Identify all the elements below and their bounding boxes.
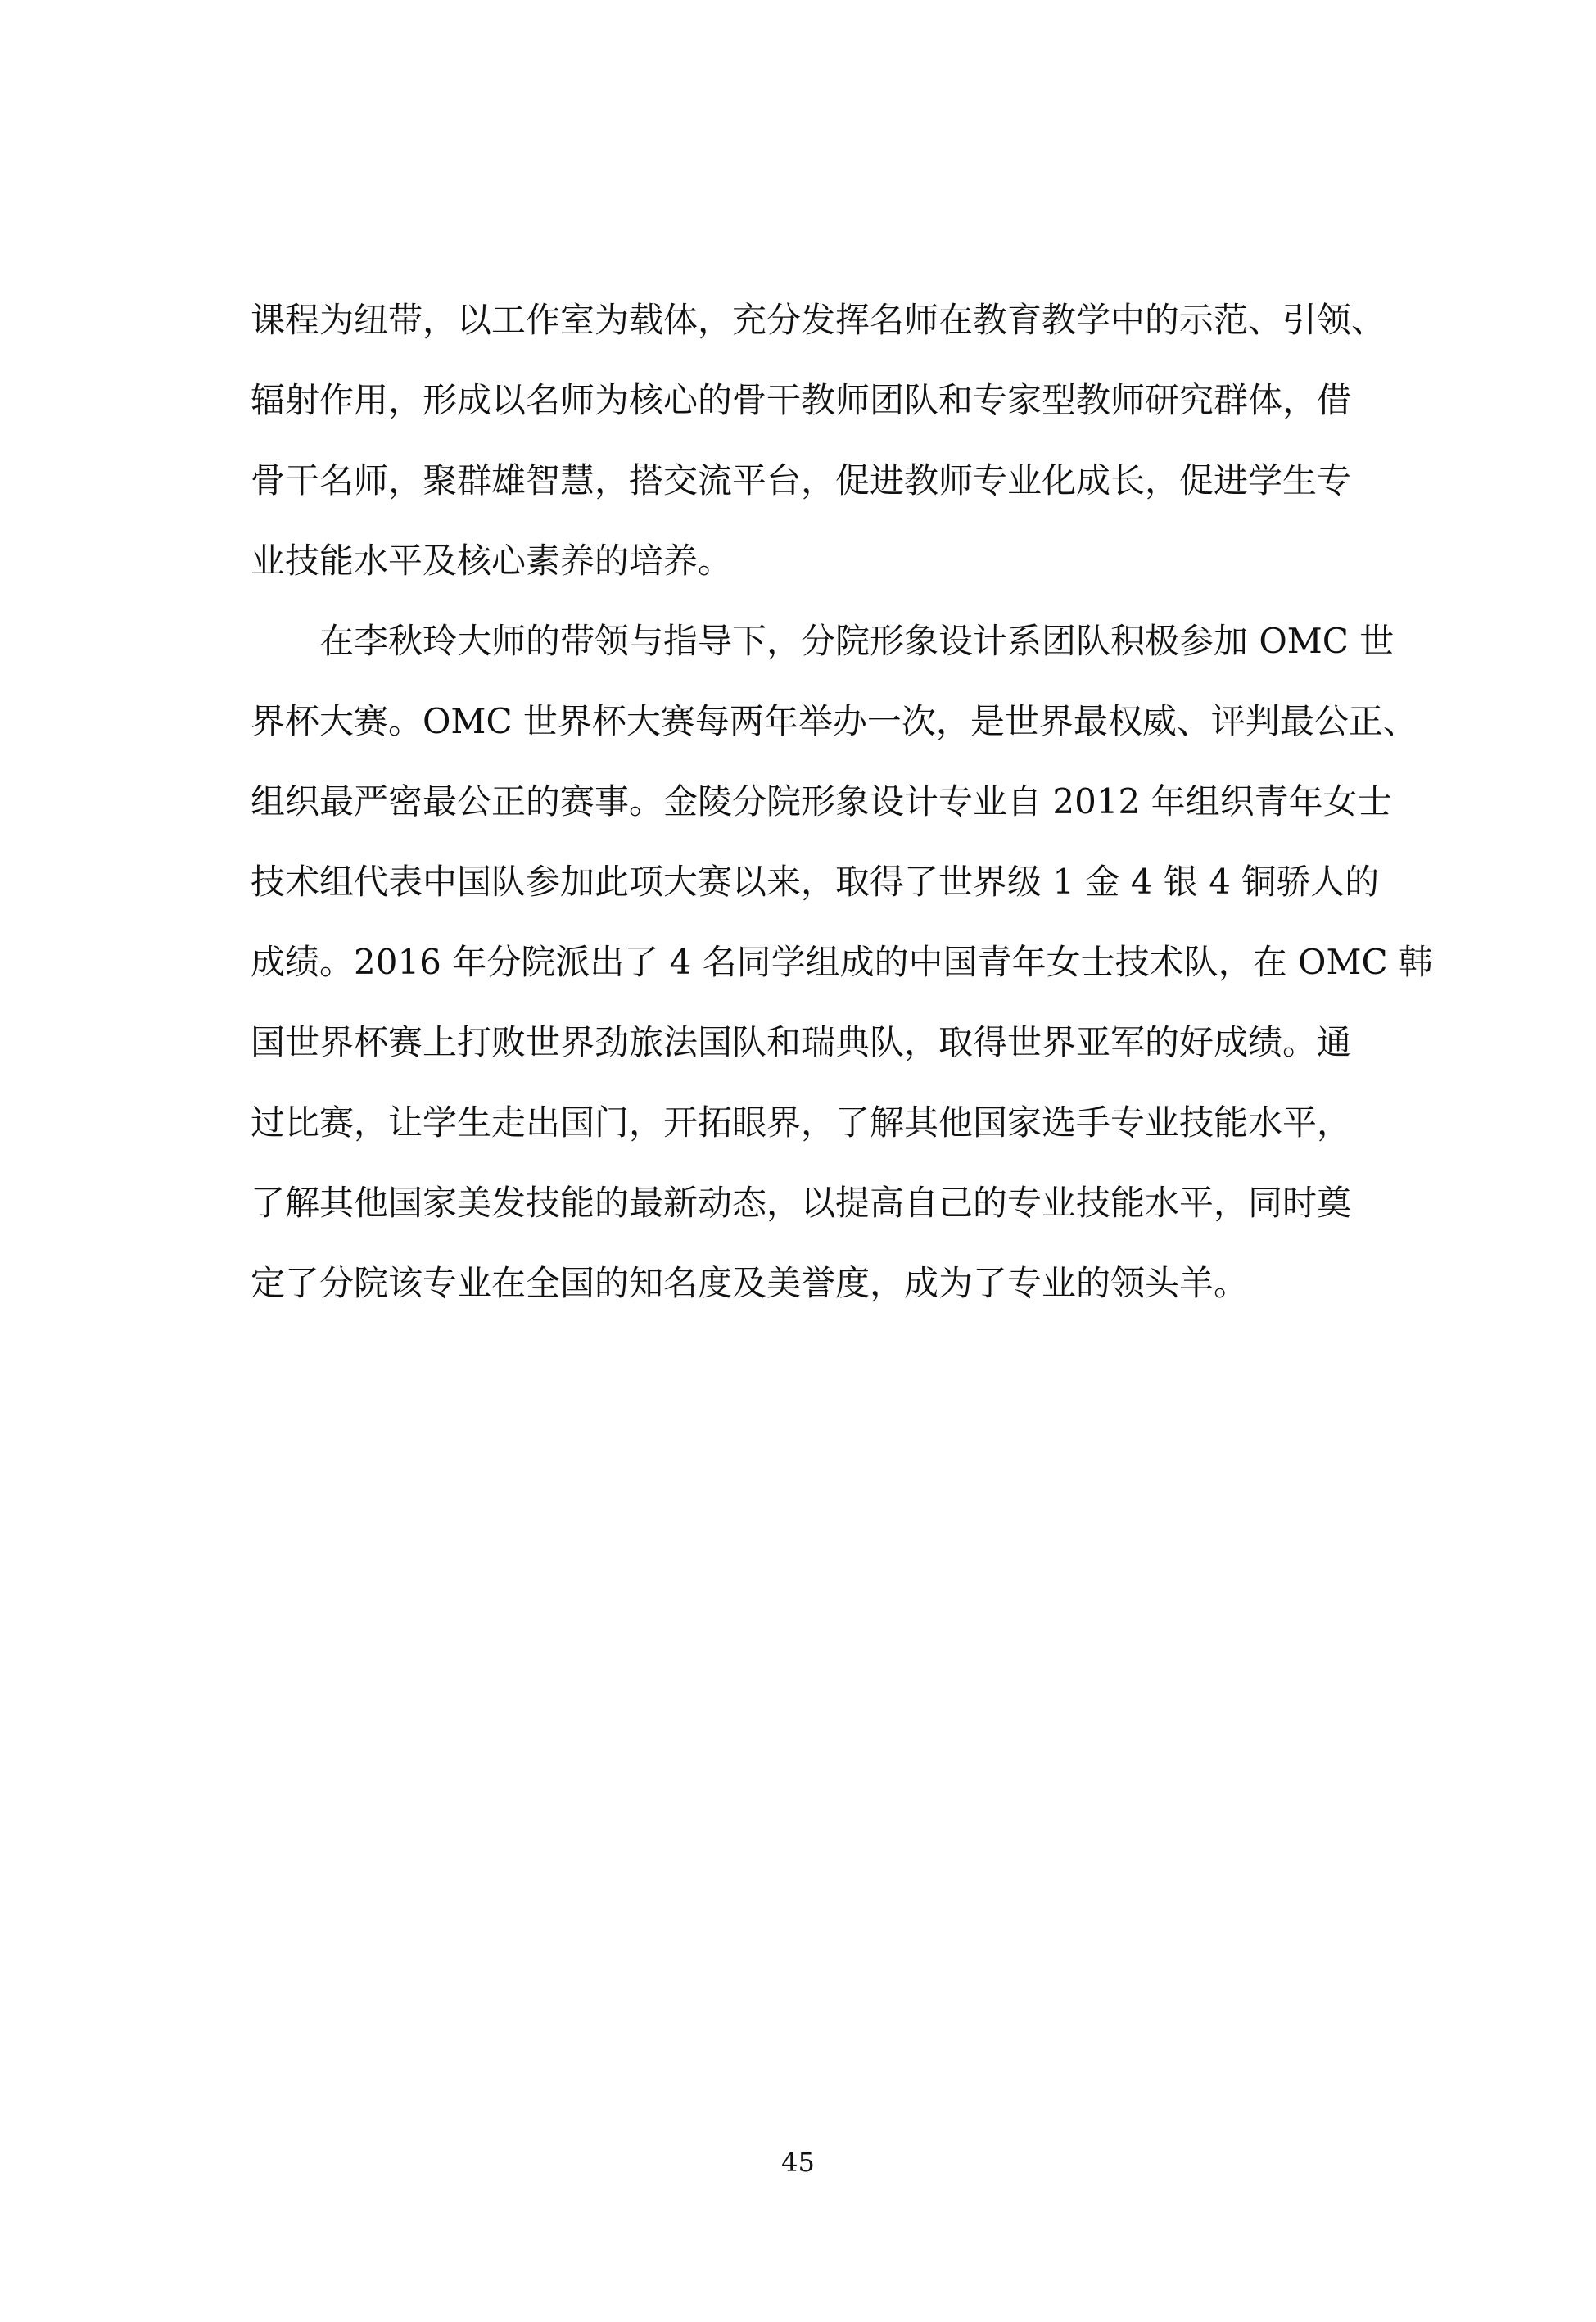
text-line: 组织最严密最公正的赛事。金陵分院形象设计专业自 2012 年组织青年女士 (251, 781, 1392, 822)
text-line: 界杯大赛。OMC 世界杯大赛每两年举办一次，是世界最权威、评判最公正、 (251, 701, 1417, 741)
text-line: 辐射作用，形成以名师为核心的骨干教师团队和专家型教师研究群体，借 (251, 380, 1352, 420)
text-line: 过比赛，让学生走出国门，开拓眼界，了解其他国家选手专业技能水平， (251, 1102, 1352, 1143)
text-line: 课程为纽带，以工作室为载体，充分发挥名师在教育教学中的示范、引领、 (251, 300, 1386, 340)
paragraph (251, 601, 1433, 1324)
body-text (251, 280, 1433, 1324)
text-line: 业技能水平及核心素养的培养。 (251, 541, 733, 581)
text-line: 技术组代表中国队参加此项大赛以来，取得了世界级 1 金 4 银 4 铜骄人的 (251, 862, 1380, 902)
paragraph (251, 280, 1397, 601)
text-line: 骨干名师，聚群雄智慧，搭交流平台，促进教师专业化成长，促进学生专 (251, 460, 1352, 500)
text-line: 成绩。2016 年分院派出了 4 名同学组成的中国青年女士技术队，在 OMC 韩 (251, 942, 1433, 982)
text-line: 在李秋玲大师的带领与指导下，分院形象设计系团队积极参加 OMC 世 (319, 621, 1395, 661)
text-line: 了解其他国家美发技能的最新动态，以提高自己的专业技能水平，同时奠 (251, 1183, 1352, 1223)
page-number: 45 (781, 2147, 815, 2178)
text-line: 定了分院该专业在全国的知名度及美誉度，成为了专业的领头羊。 (251, 1263, 1249, 1303)
text-line: 国世界杯赛上打败世界劲旅法国队和瑞典队，取得世界亚军的好成绩。通 (251, 1022, 1352, 1062)
